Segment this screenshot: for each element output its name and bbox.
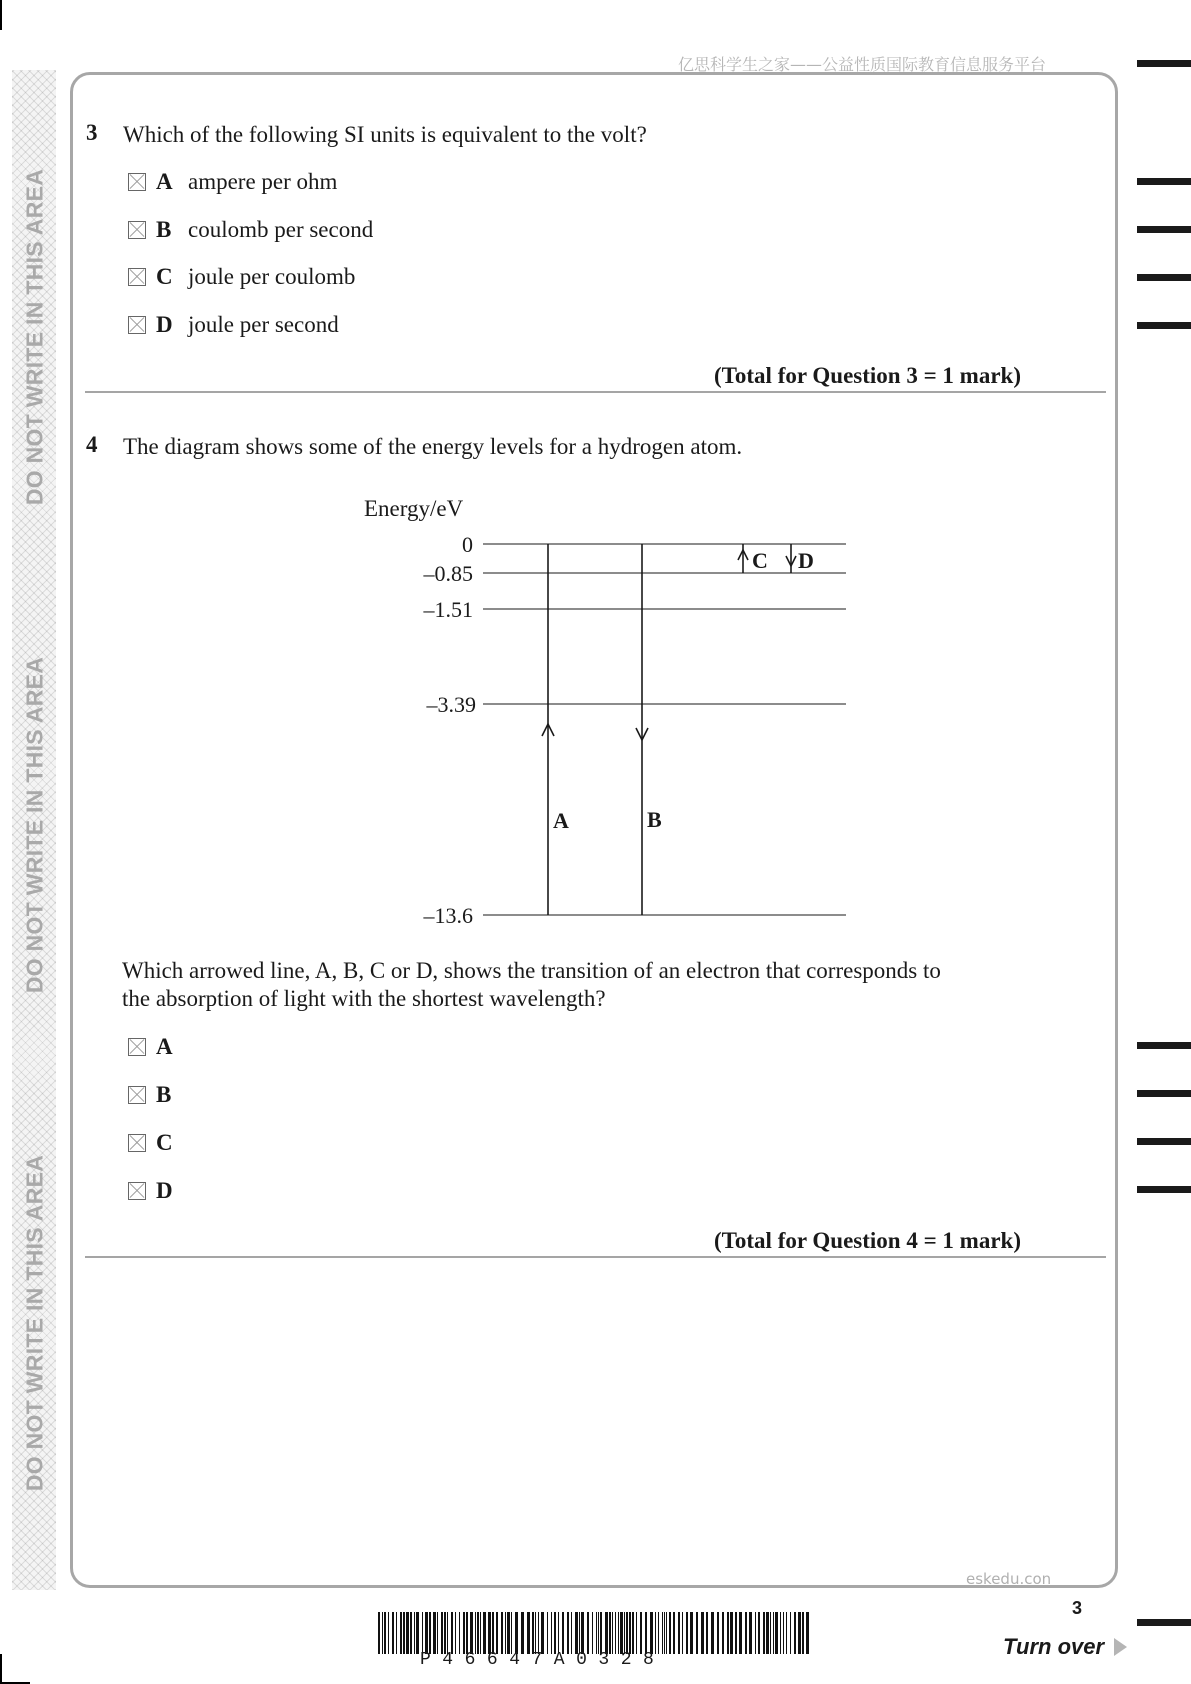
barcode-bar bbox=[396, 1612, 397, 1654]
question-4-text: The diagram shows some of the energy levels for a hydrogen atom. bbox=[123, 434, 743, 459]
barcode-bar bbox=[447, 1612, 448, 1654]
barcode-bar bbox=[786, 1612, 787, 1654]
divider bbox=[85, 391, 1106, 393]
axis-label: Energy/eV bbox=[364, 496, 464, 521]
question-3-total: (Total for Question 3 = 1 mark) bbox=[714, 363, 1021, 388]
barcode-bar bbox=[521, 1612, 524, 1654]
edge-tick bbox=[1137, 274, 1191, 281]
option-letter: C bbox=[156, 1130, 173, 1155]
edge-tick bbox=[1137, 226, 1191, 233]
edge-tick bbox=[1137, 322, 1191, 329]
barcode bbox=[378, 1612, 812, 1654]
barcode-bar bbox=[567, 1612, 569, 1654]
turn-over-label: Turn over bbox=[1003, 1634, 1105, 1659]
barcode-bar bbox=[470, 1612, 473, 1654]
barcode-bar bbox=[547, 1612, 548, 1654]
barcode-bar bbox=[605, 1612, 608, 1654]
barcode-bar bbox=[451, 1612, 453, 1654]
edge-tick bbox=[1137, 1042, 1191, 1049]
barcode-bar bbox=[535, 1612, 536, 1654]
barcode-bar bbox=[655, 1612, 656, 1654]
barcode-bar bbox=[382, 1612, 383, 1654]
barcode-bar bbox=[541, 1612, 544, 1654]
barcode-bar bbox=[745, 1612, 747, 1654]
option-text: ampere per ohm bbox=[188, 169, 338, 194]
q4-option-b[interactable] bbox=[128, 1081, 188, 1109]
barcode-bar bbox=[410, 1612, 412, 1654]
barcode-bar bbox=[433, 1612, 436, 1654]
barcode-bar bbox=[749, 1612, 752, 1654]
barcode-bar bbox=[562, 1612, 564, 1654]
barcode-bar bbox=[483, 1612, 486, 1654]
barcode-bar bbox=[475, 1612, 476, 1654]
energy-level-label: –0.85 bbox=[423, 561, 473, 586]
barcode-bar bbox=[629, 1612, 631, 1654]
answer-checkbox[interactable] bbox=[128, 1134, 146, 1152]
barcode-bar bbox=[798, 1612, 801, 1654]
barcode-bar bbox=[730, 1612, 733, 1654]
barcode-bar bbox=[650, 1612, 653, 1654]
edge-tick bbox=[1137, 178, 1191, 185]
barcode-bar bbox=[378, 1612, 380, 1654]
footer-watermark: eskedu.con bbox=[966, 1570, 1052, 1588]
barcode-bar bbox=[802, 1612, 804, 1654]
answer-checkbox[interactable] bbox=[128, 1182, 146, 1200]
barcode-bar bbox=[463, 1612, 465, 1654]
q3-option-d[interactable] bbox=[128, 311, 339, 339]
barcode-bar bbox=[571, 1612, 572, 1654]
option-letter: D bbox=[156, 312, 173, 337]
q4-option-d[interactable] bbox=[128, 1177, 188, 1205]
barcode-bar bbox=[690, 1612, 693, 1654]
energy-level-label: –1.51 bbox=[423, 597, 473, 622]
barcode-bar bbox=[624, 1612, 625, 1654]
barcode-bar bbox=[477, 1612, 479, 1654]
question-3-text: Which of the following SI units is equivalent to the volt? bbox=[123, 122, 647, 147]
barcode-bar bbox=[598, 1612, 599, 1654]
divider bbox=[85, 1256, 1106, 1258]
margin-warning: DO NOT WRITE IN THIS AREA bbox=[21, 656, 48, 994]
option-letter: B bbox=[156, 217, 172, 242]
barcode-bar bbox=[459, 1612, 460, 1654]
barcode-bar bbox=[400, 1612, 402, 1654]
barcode-bar bbox=[384, 1612, 386, 1654]
barcode-bar bbox=[758, 1612, 760, 1654]
edge-tick bbox=[1137, 60, 1191, 67]
barcode-bar bbox=[673, 1612, 675, 1654]
barcode-bar bbox=[492, 1612, 494, 1654]
edge-tick bbox=[1137, 1619, 1191, 1626]
barcode-bar bbox=[600, 1612, 602, 1654]
arrow-label-c: C bbox=[752, 548, 768, 573]
q3-option-a[interactable] bbox=[128, 168, 337, 196]
barcode-bar bbox=[392, 1612, 394, 1654]
barcode-bar bbox=[527, 1612, 530, 1654]
barcode-bar bbox=[701, 1612, 704, 1654]
barcode-bar bbox=[587, 1612, 589, 1654]
play-arrow-icon bbox=[1114, 1638, 1127, 1656]
barcode-bar bbox=[618, 1612, 619, 1654]
barcode-bar bbox=[480, 1612, 481, 1654]
barcode-bar bbox=[615, 1612, 616, 1654]
barcode-bar bbox=[766, 1612, 769, 1654]
barcode-bar bbox=[532, 1612, 534, 1654]
option-letter: D bbox=[156, 1178, 173, 1203]
margin-warning: DO NOT WRITE IN THIS AREA bbox=[21, 168, 48, 506]
q3-option-b[interactable] bbox=[128, 216, 373, 244]
barcode-bar bbox=[722, 1612, 724, 1654]
q3-option-c[interactable] bbox=[128, 263, 355, 291]
arrow-label-a: A bbox=[553, 808, 569, 833]
barcode-bar bbox=[612, 1612, 613, 1654]
barcode-bar bbox=[575, 1612, 578, 1654]
question-4-prompt-line-2: the absorption of light with the shortest wavelength? bbox=[122, 986, 606, 1011]
barcode-bar bbox=[538, 1612, 539, 1654]
page-frame bbox=[70, 72, 1118, 1588]
answer-checkbox[interactable] bbox=[128, 221, 146, 239]
barcode-bar bbox=[444, 1612, 446, 1654]
option-text: joule per coulomb bbox=[188, 264, 356, 289]
barcode-bar bbox=[696, 1612, 698, 1654]
answer-checkbox[interactable] bbox=[128, 268, 146, 286]
barcode-bar bbox=[551, 1612, 552, 1654]
barcode-bar bbox=[592, 1612, 593, 1654]
question-4-prompt-line-1: Which arrowed line, A, B, C or D, shows the transition of an electron that corresponds to bbox=[122, 958, 941, 983]
barcode-bar bbox=[790, 1612, 791, 1654]
barcode-bar bbox=[739, 1612, 742, 1654]
arrow-label-b: B bbox=[647, 807, 662, 832]
barcode-bar bbox=[626, 1612, 628, 1654]
barcode-bar bbox=[488, 1612, 491, 1654]
barcode-bar bbox=[515, 1612, 518, 1654]
barcode-bar bbox=[425, 1612, 428, 1654]
barcode-bar bbox=[770, 1612, 771, 1654]
barcode-bar bbox=[422, 1612, 423, 1654]
barcode-bar bbox=[455, 1612, 456, 1654]
barcode-bar bbox=[437, 1612, 438, 1654]
energy-level-label: 0 bbox=[462, 532, 473, 557]
barcode-bar bbox=[505, 1612, 506, 1654]
barcode-bar bbox=[414, 1612, 415, 1654]
edge-tick bbox=[1137, 1186, 1191, 1193]
barcode-bar bbox=[406, 1612, 409, 1654]
barcode-bar bbox=[403, 1612, 405, 1654]
barcode-bar bbox=[763, 1612, 765, 1654]
page-number: 3 bbox=[1072, 1598, 1083, 1618]
barcode-bar bbox=[388, 1612, 389, 1654]
barcode-bar bbox=[727, 1612, 729, 1654]
barcode-bar bbox=[666, 1612, 667, 1654]
barcode-bar bbox=[511, 1612, 512, 1654]
barcode-bar bbox=[686, 1612, 688, 1654]
question-4-total: (Total for Question 4 = 1 mark) bbox=[714, 1228, 1021, 1253]
answer-checkbox[interactable] bbox=[128, 1086, 146, 1104]
barcode-bar bbox=[735, 1612, 737, 1654]
barcode-bar bbox=[466, 1612, 468, 1654]
barcode-bar bbox=[620, 1612, 623, 1654]
barcode-bar bbox=[507, 1612, 510, 1654]
barcode-bar bbox=[717, 1612, 719, 1654]
barcode-bar bbox=[706, 1612, 708, 1654]
barcode-bar bbox=[632, 1612, 634, 1654]
barcode-bar bbox=[429, 1612, 431, 1654]
barcode-bar bbox=[581, 1612, 584, 1654]
barcode-text: P46647A0328 bbox=[420, 1650, 666, 1670]
barcode-bar bbox=[783, 1612, 784, 1654]
edge-tick bbox=[1137, 1138, 1191, 1145]
barcode-bar bbox=[664, 1612, 665, 1654]
barcode-bar bbox=[416, 1612, 419, 1654]
barcode-bar bbox=[794, 1612, 796, 1654]
option-text: joule per second bbox=[188, 312, 339, 337]
barcode-bar bbox=[658, 1612, 659, 1654]
barcode-bar bbox=[636, 1612, 637, 1654]
barcode-bar bbox=[558, 1612, 559, 1654]
energy-level-label: –13.6 bbox=[423, 903, 473, 928]
barcode-bar bbox=[806, 1612, 809, 1654]
q4-option-c[interactable] bbox=[128, 1129, 188, 1157]
option-letter: C bbox=[156, 264, 173, 289]
option-letter: A bbox=[156, 169, 173, 194]
energy-level-label: –3.39 bbox=[426, 692, 476, 717]
barcode-bar bbox=[645, 1612, 647, 1654]
barcode-bar bbox=[773, 1612, 774, 1654]
margin-warning: DO NOT WRITE IN THIS AREA bbox=[21, 1154, 48, 1492]
barcode-bar bbox=[711, 1612, 714, 1654]
question-4-number: 4 bbox=[86, 432, 98, 457]
crop-mark bbox=[0, 1654, 2, 1684]
edge-tick bbox=[1137, 1090, 1191, 1097]
option-letter: A bbox=[156, 1034, 173, 1059]
barcode-bar bbox=[678, 1612, 680, 1654]
option-letter: B bbox=[156, 1082, 172, 1107]
barcode-bar bbox=[755, 1612, 756, 1654]
header-watermark: 亿思科学生之家——公益性质国际教育信息服务平台 bbox=[678, 55, 1047, 74]
barcode-bar bbox=[496, 1612, 498, 1654]
answer-checkbox[interactable] bbox=[128, 316, 146, 334]
answer-checkbox[interactable] bbox=[128, 1038, 146, 1056]
barcode-bar bbox=[501, 1612, 503, 1654]
barcode-bar bbox=[640, 1612, 642, 1654]
barcode-bar bbox=[609, 1612, 611, 1654]
answer-checkbox[interactable] bbox=[128, 173, 146, 191]
barcode-bar bbox=[441, 1612, 443, 1654]
option-text: coulomb per second bbox=[188, 217, 374, 242]
turn-over bbox=[1003, 1634, 1127, 1660]
arrow-label-d: D bbox=[798, 548, 814, 573]
barcode-bar bbox=[669, 1612, 671, 1654]
barcode-bar bbox=[780, 1612, 781, 1654]
barcode-bar bbox=[775, 1612, 778, 1654]
crop-mark bbox=[0, 0, 2, 30]
question-3-number: 3 bbox=[86, 120, 98, 145]
barcode-bar bbox=[554, 1612, 556, 1654]
q4-option-a[interactable] bbox=[128, 1033, 188, 1061]
barcode-bar bbox=[662, 1612, 663, 1654]
barcode-bar bbox=[579, 1612, 580, 1654]
barcode-bar bbox=[682, 1612, 683, 1654]
barcode-bar bbox=[596, 1612, 597, 1654]
